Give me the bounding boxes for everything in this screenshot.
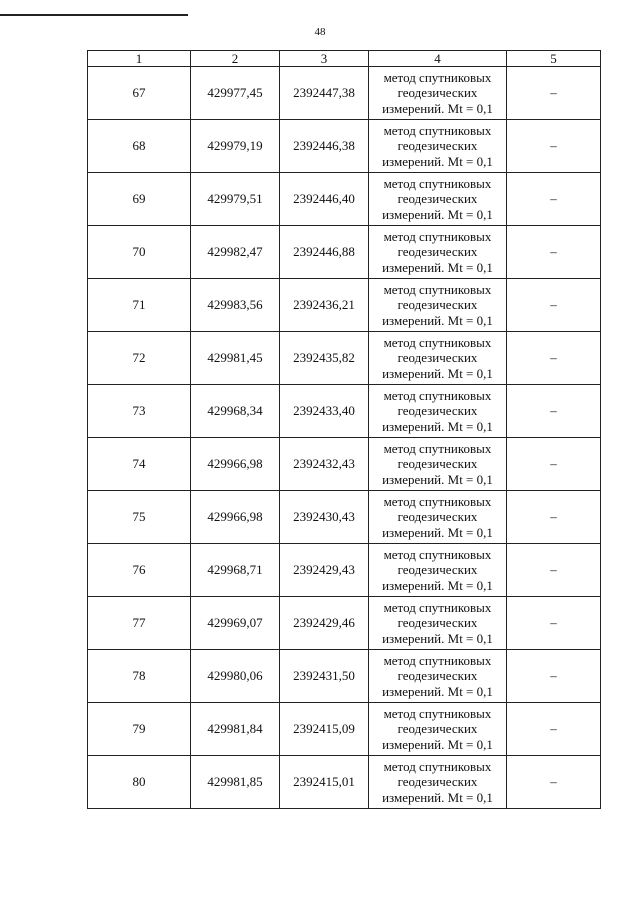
table-row [88,703,601,756]
method-line: метод спутниковых [383,758,492,774]
point-number-cell: 74 [88,438,191,491]
description-cell: – [507,703,601,756]
header-col-2: 2 [191,51,280,67]
description-cell: – [507,491,601,544]
method-cell [369,438,507,491]
header-col-3: 3 [280,51,369,67]
method-cell [369,332,507,385]
description-cell: – [507,173,601,226]
method-line: измерений. Mt = 0,1 [382,418,493,434]
description-cell: – [507,385,601,438]
point-number-cell: 73 [88,385,191,438]
point-number-cell: 75 [88,491,191,544]
method-line: измерений. Mt = 0,1 [382,153,493,169]
method-line: измерений. Mt = 0,1 [382,736,493,752]
method-line: геодезических [397,85,478,101]
point-number-cell: 69 [88,173,191,226]
table-row [88,385,601,438]
x-coordinate-cell: 429981,84 [191,703,280,756]
method-line: геодезических [397,668,478,684]
method-cell [369,226,507,279]
header-col-4: 4 [369,51,507,67]
method-line: геодезических [397,615,478,631]
method-line: геодезических [397,138,478,154]
table-row [88,491,601,544]
y-coordinate-cell: 2392430,43 [280,491,369,544]
x-coordinate-cell: 429981,85 [191,756,280,809]
method-line: метод спутниковых [383,387,492,403]
x-coordinate-cell: 429981,45 [191,332,280,385]
y-coordinate-cell: 2392415,09 [280,703,369,756]
y-coordinate-cell: 2392429,43 [280,544,369,597]
point-number-cell: 79 [88,703,191,756]
method-line: геодезических [397,403,478,419]
page-number: 48 [314,26,326,38]
method-line: метод спутниковых [383,493,492,509]
y-coordinate-cell: 2392436,21 [280,279,369,332]
x-coordinate-cell: 429982,47 [191,226,280,279]
method-line: метод спутниковых [383,652,492,668]
table-row [88,544,601,597]
method-line: измерений. Mt = 0,1 [382,365,493,381]
method-cell [369,597,507,650]
description-cell: – [507,279,601,332]
table-row [88,438,601,491]
method-line: геодезических [397,721,478,737]
method-line: измерений. Mt = 0,1 [382,206,493,222]
point-number-cell: 68 [88,120,191,173]
description-cell: – [507,226,601,279]
method-cell [369,173,507,226]
x-coordinate-cell: 429977,45 [191,67,280,120]
table-row [88,279,601,332]
method-line: геодезических [397,456,478,472]
x-coordinate-cell: 429979,51 [191,173,280,226]
x-coordinate-cell: 429966,98 [191,438,280,491]
method-line: метод спутниковых [383,281,492,297]
method-line: измерений. Mt = 0,1 [382,683,493,699]
x-coordinate-cell: 429968,34 [191,385,280,438]
method-cell [369,120,507,173]
point-number-cell: 78 [88,650,191,703]
point-number-cell: 67 [88,67,191,120]
description-cell: – [507,597,601,650]
point-number-cell: 72 [88,332,191,385]
x-coordinate-cell: 429983,56 [191,279,280,332]
description-cell: – [507,756,601,809]
y-coordinate-cell: 2392447,38 [280,67,369,120]
method-line: метод спутниковых [383,334,492,350]
method-line: метод спутниковых [383,122,492,138]
y-coordinate-cell: 2392432,43 [280,438,369,491]
method-line: геодезических [397,509,478,525]
method-line: измерений. Mt = 0,1 [382,100,493,116]
table-row [88,120,601,173]
table-row [88,756,601,809]
coordinates-table [87,50,601,809]
y-coordinate-cell: 2392415,01 [280,756,369,809]
method-line: метод спутниковых [383,546,492,562]
method-line: геодезических [397,774,478,790]
y-coordinate-cell: 2392446,38 [280,120,369,173]
x-coordinate-cell: 429980,06 [191,650,280,703]
table-body [88,67,601,809]
method-cell [369,279,507,332]
description-cell: – [507,438,601,491]
method-line: измерений. Mt = 0,1 [382,577,493,593]
point-number-cell: 76 [88,544,191,597]
y-coordinate-cell: 2392429,46 [280,597,369,650]
method-cell [369,756,507,809]
method-line: метод спутниковых [383,705,492,721]
method-line: метод спутниковых [383,69,492,85]
method-line: измерений. Mt = 0,1 [382,312,493,328]
method-line: геодезических [397,191,478,207]
point-number-cell: 71 [88,279,191,332]
method-cell [369,703,507,756]
method-cell [369,491,507,544]
header-row [88,51,601,67]
x-coordinate-cell: 429966,98 [191,491,280,544]
method-cell [369,385,507,438]
table-row [88,67,601,120]
x-coordinate-cell: 429968,71 [191,544,280,597]
y-coordinate-cell: 2392446,40 [280,173,369,226]
description-cell: – [507,544,601,597]
method-line: геодезических [397,562,478,578]
table-row [88,173,601,226]
x-coordinate-cell: 429969,07 [191,597,280,650]
x-coordinate-cell: 429979,19 [191,120,280,173]
y-coordinate-cell: 2392431,50 [280,650,369,703]
method-line: метод спутниковых [383,175,492,191]
method-cell [369,650,507,703]
method-line: геодезических [397,244,478,260]
header-col-1: 1 [88,51,191,67]
method-line: измерений. Mt = 0,1 [382,524,493,540]
method-line: измерений. Mt = 0,1 [382,471,493,487]
method-line: измерений. Mt = 0,1 [382,789,493,805]
y-coordinate-cell: 2392435,82 [280,332,369,385]
point-number-cell: 77 [88,597,191,650]
point-number-cell: 80 [88,756,191,809]
method-line: измерений. Mt = 0,1 [382,630,493,646]
description-cell: – [507,650,601,703]
method-cell [369,67,507,120]
y-coordinate-cell: 2392433,40 [280,385,369,438]
description-cell: – [507,67,601,120]
table-row [88,226,601,279]
point-number-cell: 70 [88,226,191,279]
table-row [88,332,601,385]
method-line: геодезических [397,350,478,366]
method-line: метод спутниковых [383,599,492,615]
table-row [88,650,601,703]
method-line: геодезических [397,297,478,313]
y-coordinate-cell: 2392446,88 [280,226,369,279]
method-line: метод спутниковых [383,228,492,244]
description-cell: – [507,332,601,385]
method-line: измерений. Mt = 0,1 [382,259,493,275]
table-row [88,597,601,650]
header-col-5: 5 [507,51,601,67]
description-cell: – [507,120,601,173]
method-cell [369,544,507,597]
top-rule [0,14,188,16]
method-line: метод спутниковых [383,440,492,456]
